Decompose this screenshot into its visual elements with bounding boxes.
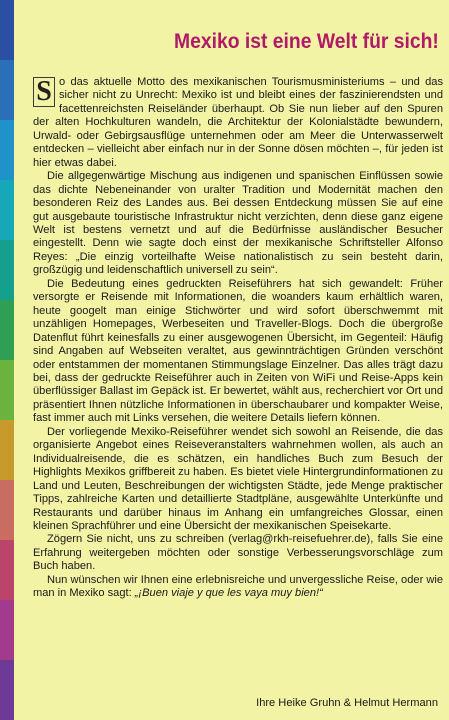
dropcap-ornament: S	[33, 77, 55, 107]
paragraph-1	[33, 76, 443, 170]
color-stripe	[0, 60, 14, 120]
color-stripe	[0, 0, 14, 60]
paragraph-1-text: o das aktuelle Motto des mexikanischen Tourismusministeriums – und das sicher nicht zu Unrecht: Mexiko ist und bleibt eines der faszinierendsten und facettenreichsten Reiseländer überhaupt. Ob Sie nun lieber auf den Spuren der alten Hochkulturen wandeln, die Architektur der Kolonialstädte bewundern, Urwald- oder Gebirgsausflüge unternehmen oder am Meer die Unterwasserwelt entdecken – vielleicht aber einfach nur in der Sonne dösen möchten –, für jeden ist hier etwas dabei.	[33, 76, 443, 169]
color-stripe	[0, 180, 14, 240]
color-stripe	[0, 240, 14, 300]
body-text	[33, 76, 443, 601]
color-stripe	[0, 540, 14, 600]
color-stripe	[0, 600, 14, 660]
closing-intro: Nun wünschen wir Ihnen eine erlebnisreiche und unvergessliche Reise, oder wie man in Mexiko sagt:	[33, 573, 443, 600]
color-stripe	[0, 480, 14, 540]
paragraph-2: Die allgegenwärtige Mischung aus indigenen und spanischen Einflüssen sowie das dichte Nebeneinander von uralter Tradition und Modernität machen den besonderen Reiz des Landes aus. Bei dessen Entdeckung müssen Sie auf eine gut ausgebaute touristische Infrastruktur nicht verzichten, denn diese ganz eigene Welt ist bestens vernetzt und auf die Bedürfnisse ausländischer Besucher eingestellt. Denn wie sagte doch einst der mexikanische Schriftsteller Alfonso Reyes: „Die einzig vorteilhafte Weise nationalistisch zu sein besteht darin, großzügig und leidenschaftlich universell zu sein“.	[33, 170, 443, 277]
color-stripe-bar	[0, 0, 14, 720]
color-stripe	[0, 420, 14, 480]
page-title: Mexiko ist eine Welt für sich!	[174, 30, 439, 53]
paragraph-3: Die Bedeutung eines gedruckten Reiseführers hat sich gewandelt: Früher versorgte er Reisende mit Informationen, die woanders kaum erhältlich waren, heute googelt man einige Stichwörter und wird sofort überschwemmt mit unzähligen Homepages, Werbeseiten und Traveller-Blogs. Doch die übergroße Datenflut führt keinesfalls zu einer ausgewogenen Übersicht, im Gegenteil: Häufig sind Angaben auf Webseiten veraltet, aus gewinnträchtigen Gründen verschönt oder entstammen der momentanen Stimmungslage Einzelner. Das alles trägt dazu bei, dass der gedruckte Reiseführer auch in Zeiten von WiFi und Reise-Apps kein überflüssiger Ballast im Gepäck ist. Er bewertet, wählt aus, recherchiert vor Ort und präsentiert Ihnen nützliche Informationen in überschaubarer und kompakter Weise, fast immer auch mit Links versehen, die weitere Details liefern können.	[33, 277, 443, 425]
paragraph-closing	[33, 574, 443, 601]
signature: Ihre Heike Gruhn & Helmut Hermann	[256, 697, 438, 709]
color-stripe	[0, 300, 14, 360]
color-stripe	[0, 660, 14, 720]
closing-quote: „¡Buen viaje y que les vaya muy bien!“	[134, 587, 323, 600]
paragraph-5: Zögern Sie nicht, uns zu schreiben (verlag@rkh-reisefuehrer.de), falls Sie eine Erfahrung weitergeben möchten oder sonstige Verbesserungsvorschläge zum Buch haben.	[33, 533, 443, 573]
color-stripe	[0, 360, 14, 420]
paragraph-4: Der vorliegende Mexiko-Reiseführer wendet sich sowohl an Reisende, die das organisierte Angebot eines Reiseveranstalters wahrnehmen wollen, als auch an Individualreisende, die es schätzen, ein handliches Buch zum Besuch der Highlights Mexikos griffbereit zu haben. Es bietet viele Hintergrundinformationen zu Land und Leuten, Beschreibungen der wichtigsten Städte, jede Menge praktischer Tipps, zahlreiche Karten und detaillierte Stadtpläne, ausgewählte Unterkünfte und Restaurants und darüber hinaus im Anhang ein umfangreiches Glossar, einen kleinen Sprachführer und eine Übersicht der mexikanischen Speisekarte.	[33, 425, 443, 532]
color-stripe	[0, 120, 14, 180]
